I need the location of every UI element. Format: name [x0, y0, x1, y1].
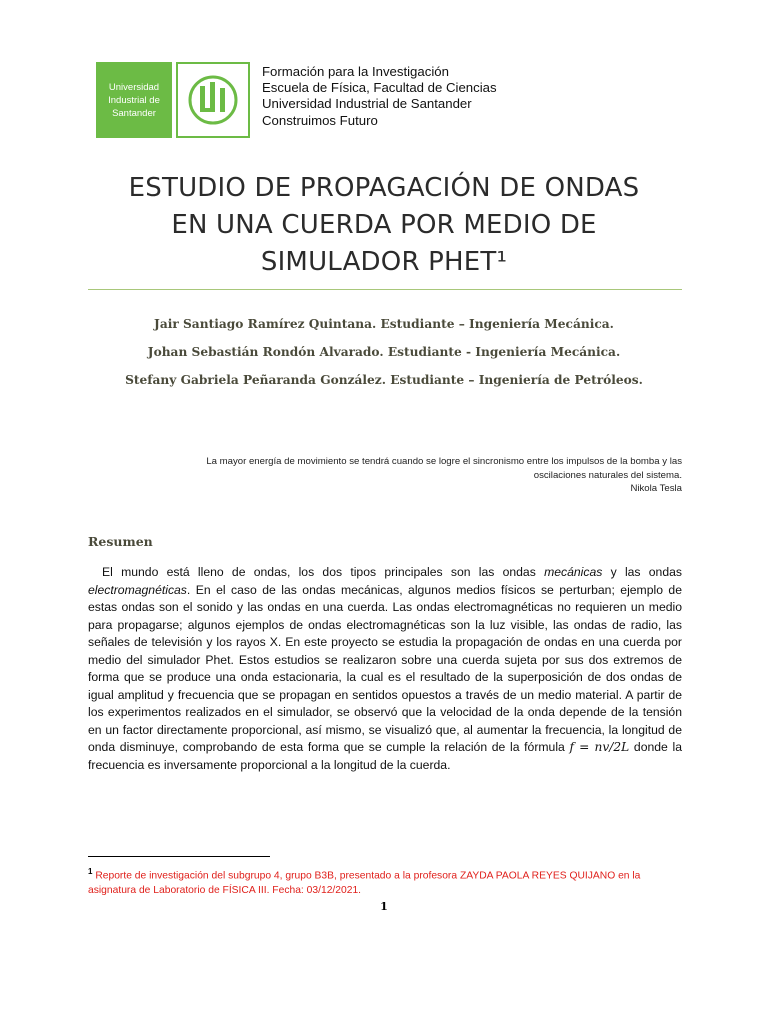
- abstract-text: y las ondas: [602, 565, 682, 579]
- title-divider: [88, 289, 682, 290]
- logo-line: Industrial de: [108, 94, 160, 106]
- abstract-term: electromagnéticas: [88, 582, 187, 597]
- footnote: [88, 864, 686, 898]
- author-entry: Johan Sebastián Rondón Alvarado. Estudiante - Ingeniería Mecánica.: [147, 345, 621, 359]
- uis-emblem-icon: [176, 62, 250, 138]
- institution-line: Escuela de Física, Facultad de Ciencias: [262, 80, 497, 96]
- author-entry: Stefany Gabriela Peñaranda González. Estudiante – Ingeniería de Petróleos.: [125, 373, 643, 387]
- abstract-heading: Resumen: [88, 534, 153, 549]
- logo-line: Universidad: [108, 81, 160, 93]
- footnote-text: Reporte de investigación del subgrupo 4, grupo B3B, presentado a la profesora ZAYDA PAOLA REYES QUIJANO en la asignatura de Laboratorio de FÍSICA III. Fecha: 03/12/2021.: [88, 870, 641, 897]
- page-number: 1: [380, 900, 388, 913]
- institution-info: [262, 64, 497, 129]
- footnote-divider: [88, 856, 270, 857]
- university-logo: [96, 62, 172, 138]
- document-title: [0, 170, 768, 281]
- author-entry: Jair Santiago Ramírez Quintana. Estudiante – Ingeniería Mecánica.: [154, 317, 614, 331]
- epigraph-author: Nikola Tesla: [630, 483, 682, 494]
- abstract-text: . En el caso de las ondas mecánicas, algunos medios físicos se perturban; ejemplo de estas ondas son el sonido y las ondas en una cuerda. Las ondas electromagnéticas no requieren un medio para propagarse; algunos ejemplos de ondas electromagnéticas son la luz visible, las ondas de radio, las señales de televisión y los rayos X. En este proyecto se estudia la propagación de ondas en una cuerda por medio del simulador Phet. Estos estudios se realizaron sobre una cuerda sujeta por sus dos extremos de forma que se produce una onda estacionaria, la cual es el resultado de la superposición de dos ondas de igual amplitud y frecuencia que se propagan en sentidos opuestos a través de un medio material. A partir de los experimentos realizados en el simulador, se observó que la velocidad de la onda depende de la tensión en un factor directamente proporcional, así mismo, se visualizó que, al aumentar la frecuencia, la longitud de onda disminuye, comprobando de esta forma que se cumple la relación de la fórmula: [88, 582, 682, 754]
- logo-line: Santander: [112, 107, 156, 119]
- abstract-formula: f = nv/2L: [569, 740, 630, 754]
- title-line: ESTUDIO DE PROPAGACIÓN DE ONDAS: [128, 173, 640, 203]
- epigraph-quote-line: La mayor energía de movimiento se tendrá cuando se logre el sincronismo entre los impulsos de la bomba y las: [206, 456, 682, 467]
- institution-line: Universidad Industrial de Santander: [262, 96, 472, 112]
- institution-line: Formación para la Investigación: [262, 64, 449, 79]
- title-line: EN UNA CUERDA POR MEDIO DE: [171, 210, 597, 240]
- abstract-term: mecánicas: [544, 565, 603, 579]
- author-list: [0, 310, 768, 394]
- abstract-text: El mundo está lleno de ondas, los dos tipos principales son las ondas: [102, 565, 545, 579]
- abstract-body: [88, 564, 682, 774]
- epigraph-quote-line: oscilaciones naturales del sistema.: [533, 469, 682, 481]
- abstract-text: donde la frecuencia es inversamente proporcional a la longitud de la cuerda.: [88, 740, 682, 772]
- title-line: SIMULADOR PHET¹: [260, 247, 508, 277]
- institution-line: Construimos Futuro: [262, 112, 378, 128]
- footnote-marker: 1: [88, 867, 93, 876]
- epigraph: [100, 455, 682, 496]
